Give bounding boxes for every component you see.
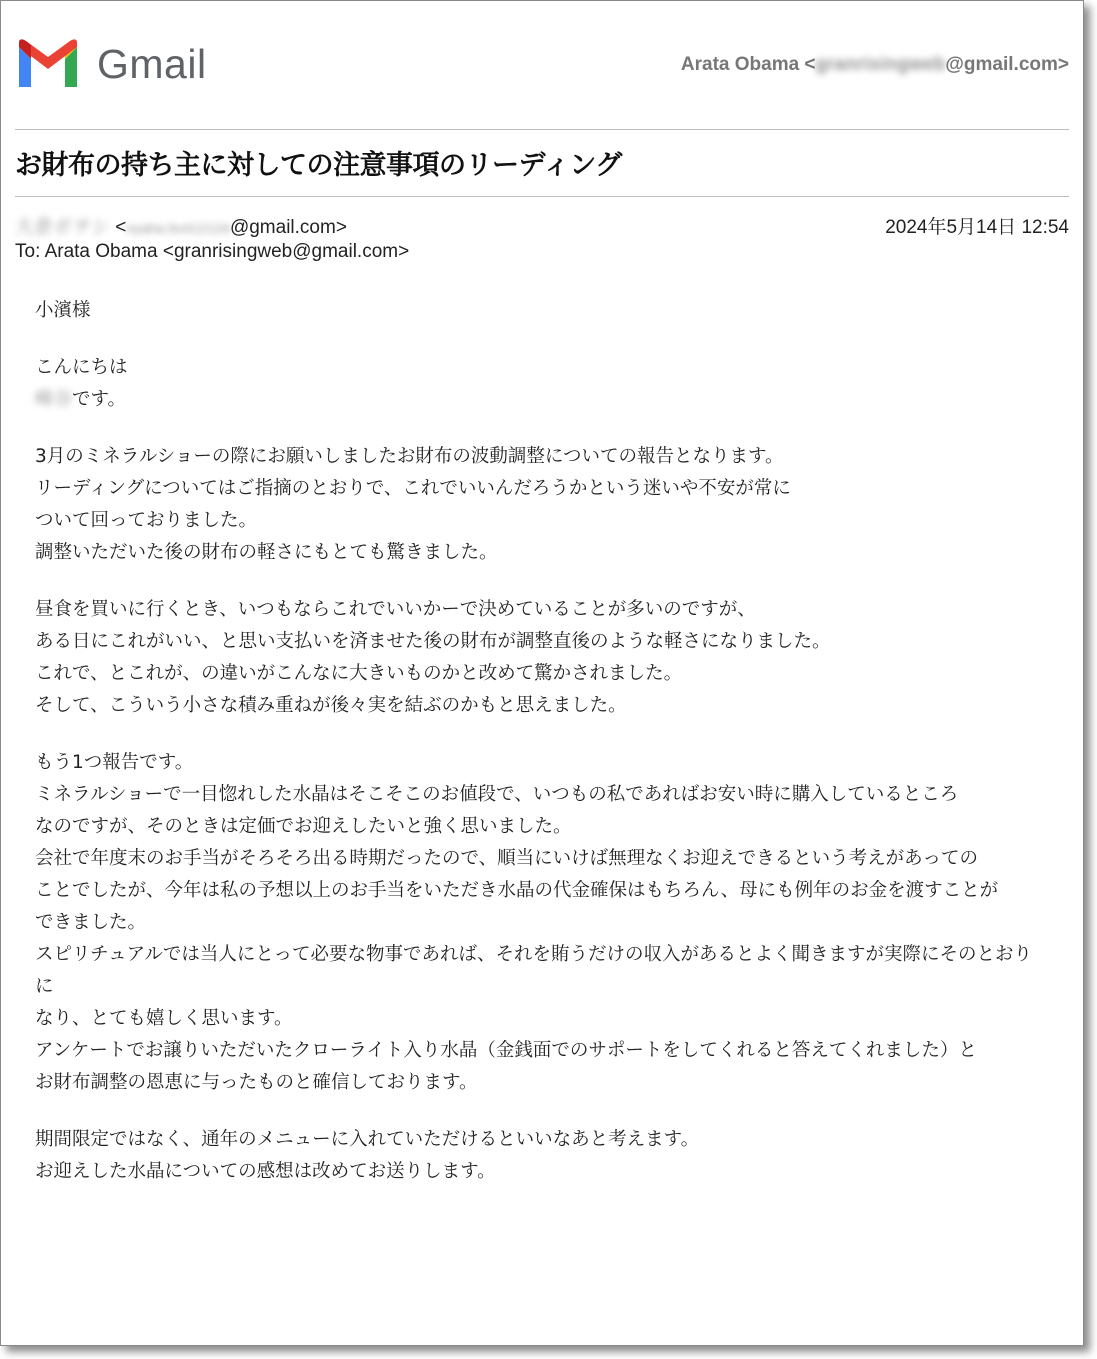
sender-name-redacted-body: 峰谷 <box>35 389 73 410</box>
body-line: ある日にこれがいい、と思い支払いを済ませた後の財布が調整直後のような軽さになりました。 <box>35 631 831 652</box>
paragraph-crystal <box>35 747 1047 1099</box>
body-line: ミネラルショーで一目惚れした水晶はそこそこのお値段で、いつもの私であればお安い時に購入しているところ <box>35 784 959 805</box>
sender-name-redacted: 大倉ボヲシ <box>15 217 111 238</box>
email-subject: お財布の持ち主に対しての注意事項のリーディング <box>15 150 622 181</box>
body-line: 期間限定ではなく、通年のメニューに入れていただけるといいなあと考えます。 <box>35 1129 700 1150</box>
paragraph-lunch <box>35 594 1047 722</box>
paragraph-closing <box>35 1124 1047 1188</box>
account-email-redacted: granrisingweb <box>815 54 946 75</box>
account-email-suffix: @gmail.com> <box>945 54 1069 75</box>
body-line: ついて回っておりました。 <box>35 510 258 531</box>
body-line: そして、こういう小さな積み重ねが後々実を結ぶのかもと思えました。 <box>35 695 627 716</box>
gmail-logo-icon <box>15 39 81 89</box>
greeting: 小濱様 <box>35 300 91 321</box>
body-line: ことでしたが、今年は私の予想以上のお手当をいただき水晶の代金確保はもちろん、母にも例年のお金を渡すことが <box>35 880 999 901</box>
body-line: スピリチュアルでは当人にとって必要な物事であれば、それを賄うだけの収入があるとよく聞きますが実際にそのとおりに <box>35 944 1032 997</box>
hello-line: こんにちは <box>35 357 128 378</box>
gmail-wordmark: Gmail <box>97 41 207 87</box>
body-line: 会社で年度末のお手当がそろそろ出る時期だったので、順当にいけば無理なくお迎えできるという考えがあっての <box>35 848 978 869</box>
sender-email-suffix: @gmail.com> <box>229 217 347 238</box>
sender-email-redacted: nyaha.bv412124 <box>126 220 230 236</box>
body-line: リーディングについてはご指摘のとおりで、これでいいんだろうかという迷いや不安が常に <box>35 478 791 499</box>
body-line: 昼食を買いに行くとき、いつもならこれでいいかーで決めていることが多いのですが、 <box>35 599 756 620</box>
body-line: なのですが、そのときは定価でお迎えしたいと強く思いました。 <box>35 816 572 837</box>
subject-divider <box>15 196 1069 197</box>
account-line <box>681 54 1069 76</box>
sender-intro-line: 峰谷です。 <box>35 384 1047 416</box>
body-line: なり、とても嬉しく思います。 <box>35 1008 293 1029</box>
header-divider <box>15 129 1069 130</box>
body-line: アンケートでお譲りいただいたクローライト入り水晶（金銭面でのサポートをしてくれると答えてくれました）と <box>35 1040 977 1061</box>
sender-open: < <box>115 217 127 238</box>
body-line: 調整いただいた後の財布の軽さにもとても驚きました。 <box>35 542 498 563</box>
body-line: できました。 <box>35 912 147 933</box>
email-body <box>35 295 1047 1188</box>
body-line: お財布調整の恩恵に与ったものと確信しております。 <box>35 1072 478 1093</box>
body-line: これで、とこれが、の違いがこんなに大きいものかと改めて驚かされました。 <box>35 663 683 684</box>
body-line: もう1つ報告です。 <box>35 752 194 773</box>
recipient-line: To: Arata Obama <granrisingweb@gmail.com> <box>15 241 410 262</box>
email-date: 2024年5月14日 12:54 <box>885 217 1069 238</box>
account-name: Arata Obama < <box>680 54 816 75</box>
sender-line <box>15 212 347 239</box>
paragraph-report <box>35 441 1047 569</box>
body-line: 3月のミネラルショーの際にお願いしましたお財布の波動調整についての報告となります。 <box>35 446 784 467</box>
body-line: お迎えした水晶についての感想は改めてお送りします。 <box>35 1161 496 1182</box>
